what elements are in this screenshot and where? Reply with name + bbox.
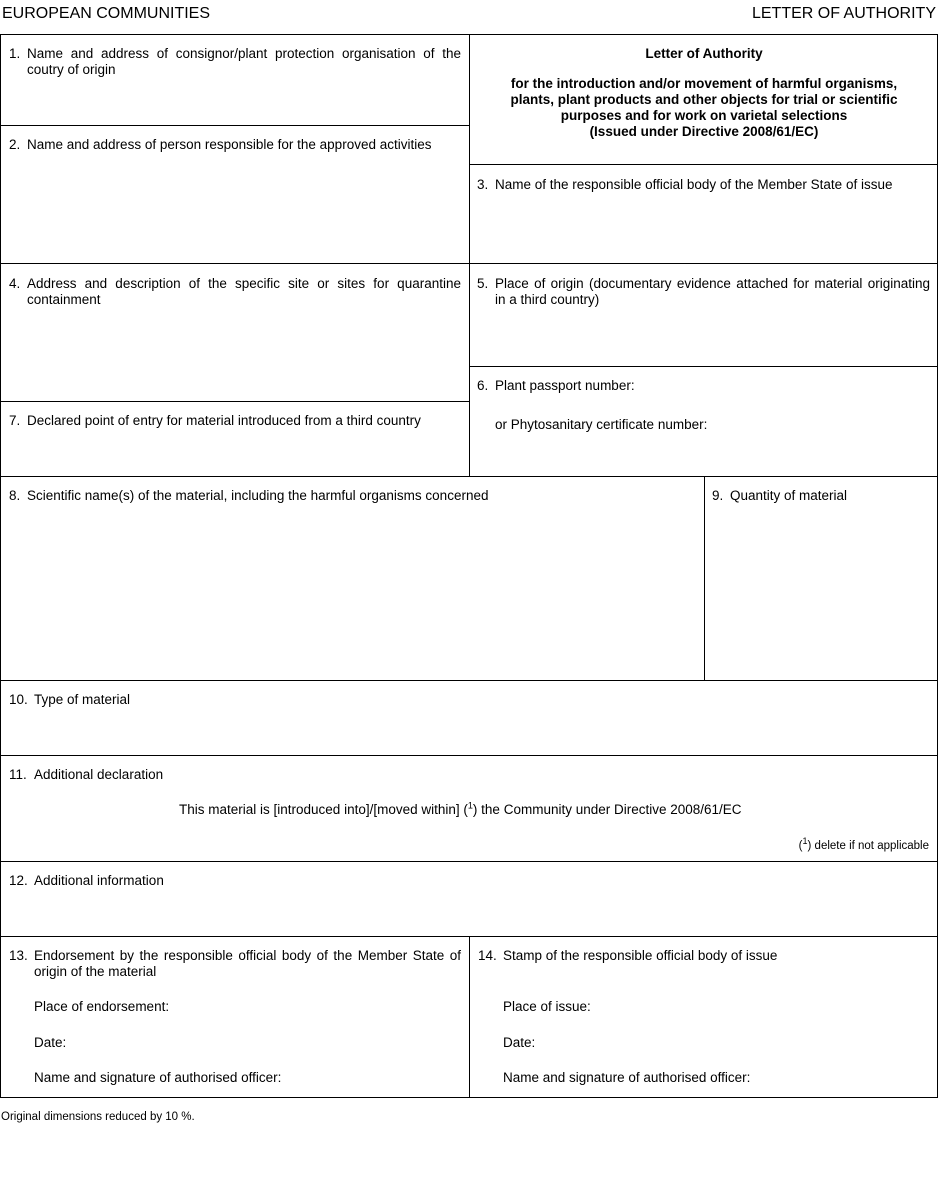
title-box-title: Letter of Authority — [645, 46, 763, 61]
field-11-number: 11. — [9, 767, 27, 782]
field-7-number: 7. — [9, 413, 21, 428]
field-2-label: Name and address of person responsible for the approved activities — [27, 137, 432, 152]
field-14-number: 14. — [478, 948, 497, 963]
field-1-label: Name and address of consignor/plant protection organisation of the coutry of origin — [27, 46, 461, 77]
field-12 — [9, 873, 929, 889]
field-13-place: Place of endorsement: — [34, 999, 170, 1014]
field-13-signature: Name and signature of authorised officer: — [34, 1070, 282, 1085]
title-box-line: for the introduction and/or movement of harmful organisms, — [510, 76, 898, 91]
field-10-number: 10. — [9, 692, 28, 707]
declaration-footnote — [799, 838, 929, 854]
field-11-label: Additional declaration — [34, 767, 164, 782]
field-14-date: Date: — [503, 1035, 536, 1050]
field-7-label: Declared point of entry for material introduced from a third country — [27, 413, 421, 428]
footnote-mark: ($^1$) — [798, 836, 812, 852]
field-13 — [9, 948, 461, 980]
field-14-signature: Name and signature of authorised officer: — [503, 1070, 751, 1085]
field-5 — [477, 276, 930, 308]
title-box-line: (Issued under Directive 2008/61/EC) — [589, 124, 819, 139]
field-3 — [477, 177, 930, 193]
field-8-number: 8. — [9, 488, 21, 503]
field-6-number: 6. — [477, 378, 489, 393]
field-8 — [9, 488, 699, 504]
title-box-line: plants, plant products and other objects for trial or scientific — [510, 92, 898, 107]
field-14 — [478, 948, 930, 964]
field-9-number: 9. — [712, 488, 724, 503]
field-12-number: 12. — [9, 873, 28, 888]
declaration-text-after: the Community under Directive 2008/61/EC — [481, 802, 742, 817]
field-12-label: Additional information — [34, 873, 164, 888]
field-11 — [9, 767, 929, 783]
field-5-number: 5. — [477, 276, 489, 291]
field-5-label: Place of origin (documentary evidence attached for material originating in a third country) — [495, 276, 930, 307]
field-4-number: 4. — [9, 276, 21, 291]
header-left: EUROPEAN COMMUNITIES — [2, 5, 211, 22]
field-14-label: Stamp of the responsible official body of issue — [503, 948, 778, 963]
field-1-number: 1. — [9, 46, 21, 61]
cell-8 — [0, 476, 705, 681]
additional-declaration-statement — [179, 802, 742, 818]
footer-note: Original dimensions reduced by 10 %. — [1, 1111, 195, 1123]
field-10-label: Type of material — [34, 692, 131, 707]
title-box — [470, 46, 938, 140]
field-3-number: 3. — [477, 177, 489, 192]
footnote-text: delete if not applicable — [814, 840, 929, 852]
field-13-label: Endorsement by the responsible official body of the Member State of origin of the material — [34, 948, 461, 979]
field-9 — [712, 488, 930, 504]
field-13-number: 13. — [9, 948, 28, 963]
field-7 — [9, 413, 461, 429]
declaration-footnote-mark: ($^1$) — [463, 800, 478, 817]
field-3-label: Name of the responsible official body of the Member State of issue — [495, 177, 893, 192]
field-4 — [9, 276, 461, 308]
field-1 — [9, 46, 461, 78]
cell-9 — [704, 476, 938, 681]
field-2-number: 2. — [9, 137, 21, 152]
field-6 — [477, 378, 930, 394]
field-6-alt-label: or Phytosanitary certificate number: — [495, 417, 708, 432]
header-right: LETTER OF AUTHORITY — [751, 5, 936, 22]
field-4-label: Address and description of the specific site or sites for quarantine containment — [27, 276, 461, 307]
title-box-line: purposes and for work on varietal selections — [560, 108, 848, 123]
field-9-label: Quantity of material — [730, 488, 848, 503]
declaration-text-before: This material is [introduced into]/[moved within] — [179, 802, 460, 817]
field-2 — [9, 137, 461, 153]
field-8-label: Scientific name(s) of the material, including the harmful organisms concerned — [27, 488, 489, 503]
field-13-date: Date: — [34, 1035, 67, 1050]
field-14-place: Place of issue: — [503, 999, 591, 1014]
field-10 — [9, 692, 929, 708]
field-6-label: Plant passport number: — [495, 378, 635, 393]
